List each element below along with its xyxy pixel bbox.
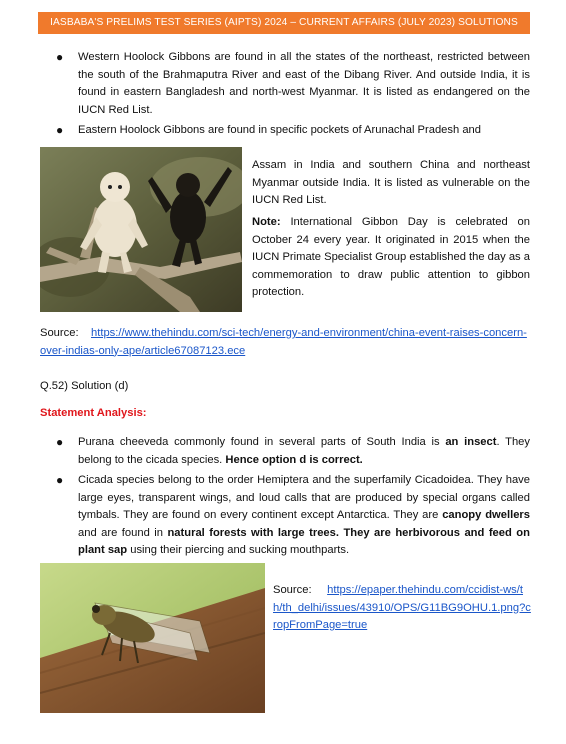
- bullet-eastern-hoolock: [56, 122, 530, 140]
- source-label: Source:: [273, 584, 312, 596]
- question-solution-title: Q.52) Solution (d): [40, 380, 129, 392]
- bullet-text-pre: Cicada species belong to the order Hemiptera and the superfamily Cicadoidea. They have large eyes, transparent wings, and loud calls that are produced by special organs called tymbals. They are found on every continent except Antarctica. They are: [78, 474, 530, 521]
- bullet-text: Western Hoolock Gibbons are found in all the states of the northeast, restricted between the south of the Brahmaputra River and east of the Dibang River. And outside India, it is found in eastern Bangladesh and north-west Myanmar. It is listed as endangered on the IUCN Red List.: [78, 51, 530, 116]
- bullet-text-mid: and are found in: [78, 526, 168, 539]
- source-label: Source:: [40, 327, 79, 339]
- bullet-dot: ●: [56, 473, 64, 487]
- bullet-dot: ●: [56, 123, 64, 137]
- bullet-text: Eastern Hoolock Gibbons are found in specific pockets of Arunachal Pradesh and: [78, 124, 481, 136]
- gibbon-photo: [40, 147, 242, 312]
- bullet-text-mid: . They belong to the cicada species.: [78, 436, 530, 466]
- bullet-western-hoolock: [56, 49, 530, 119]
- bullet-dot: ●: [56, 435, 64, 449]
- bullet-cicada-species: [56, 472, 530, 560]
- page-header: IASBABA'S PRELIMS TEST SERIES (AIPTS) 2024 – CURRENT AFFAIRS (JULY 2023) SOLUTIONS: [38, 12, 530, 34]
- bullet-text-bold-2: natural forests with large trees. They are herbivorous and feed on plant sap: [78, 526, 530, 556]
- bullet-purana-cheeveda: [56, 434, 530, 469]
- source-link[interactable]: https://www.thehindu.com/sci-tech/energy-and-environment/china-event-raises-concern-over-indias-only-ape/article67087123.ece: [40, 327, 527, 357]
- bullet-text-bold-1: canopy dwellers: [442, 509, 530, 521]
- answer-statement: Hence option d is correct.: [225, 453, 363, 466]
- source-line-gibbon: [40, 325, 532, 360]
- source-link[interactable]: https://epaper.thehindu.com/ccidist-ws/th/th_delhi/issues/43910/OPS/G11BG9OHU.1.png?cropFromPage=true: [273, 584, 531, 631]
- note-label: Note:: [252, 216, 281, 228]
- bullet-text-bold: an insect: [445, 436, 497, 448]
- cicada-photo: [40, 563, 265, 713]
- source-line-cicada: [273, 582, 531, 635]
- bullet-text-pre: Purana cheeveda commonly found in several parts of South India is: [78, 436, 446, 448]
- note-paragraph: [252, 214, 530, 302]
- bullet-eastern-hoolock-continued: Assam in India and southern China and northeast Myanmar outside India. It is listed as vulnerable on the IUCN Red List.: [252, 159, 530, 206]
- statement-analysis-heading: Statement Analysis:: [40, 407, 147, 419]
- bullet-dot: ●: [56, 50, 64, 64]
- bullet-text-end: using their piercing and sucking mouthparts.: [127, 544, 350, 556]
- note-text: International Gibbon Day is celebrated on October 24 every year. It originated in 2015 when the IUCN Primate Specialist Group established the day as a commemoration to draw public attention to gibbon protection.: [252, 216, 531, 298]
